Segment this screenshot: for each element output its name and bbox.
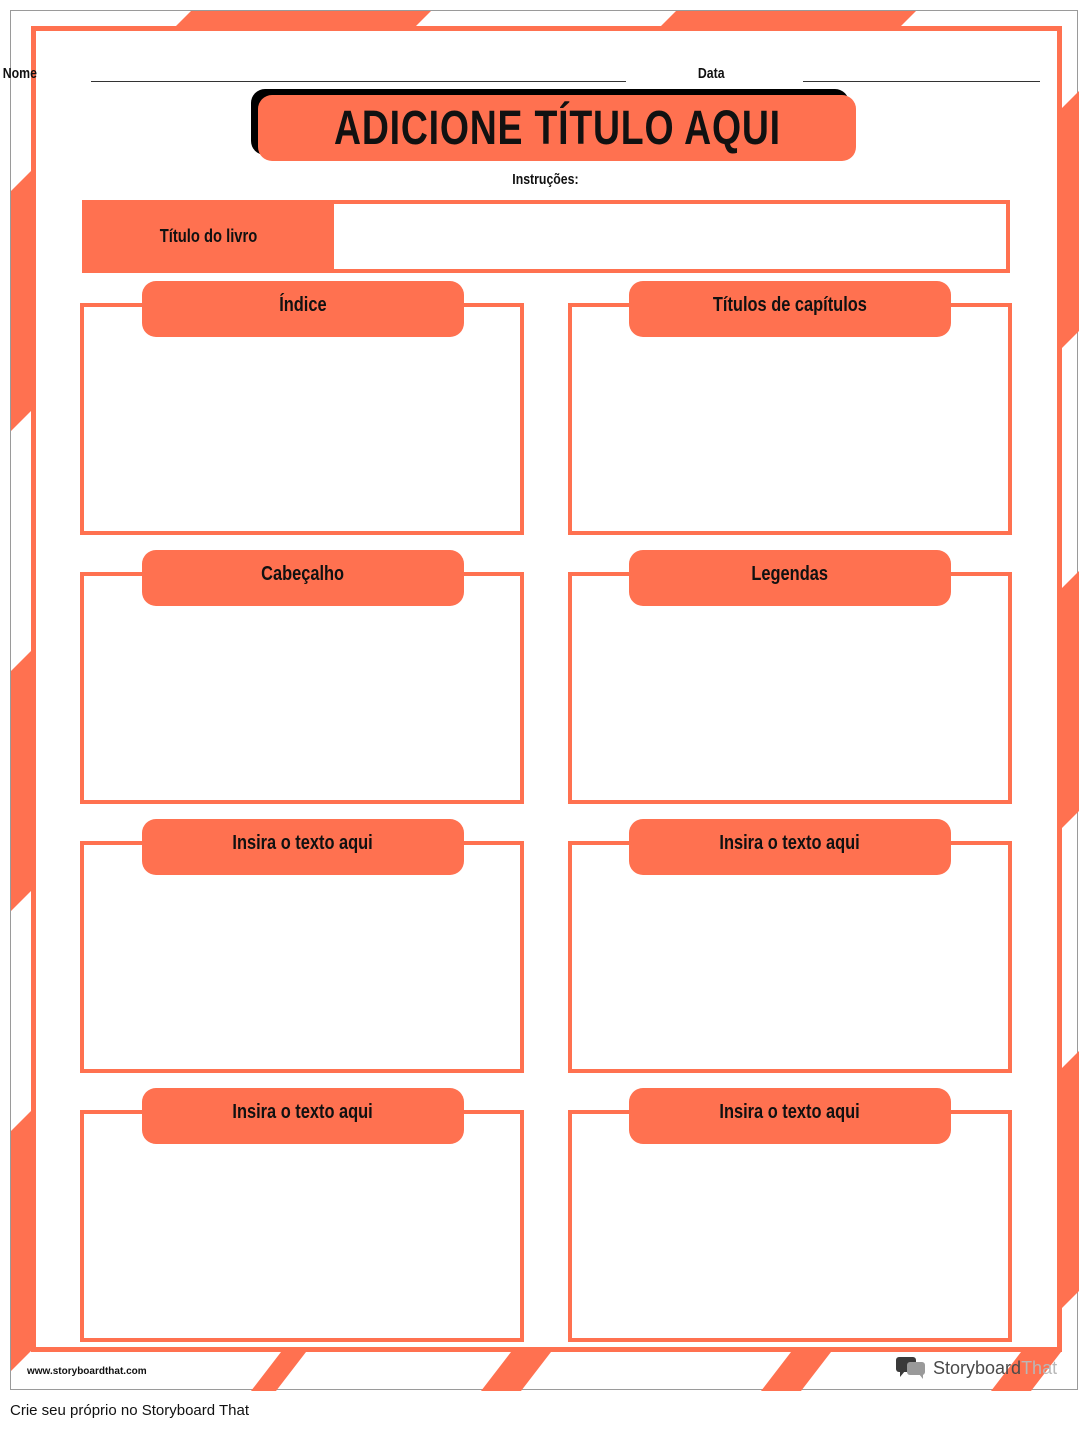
name-field-line[interactable] — [91, 81, 626, 82]
card-header-indice — [142, 281, 464, 337]
logo-main-text: Storyboard — [933, 1357, 1022, 1378]
title-banner[interactable] — [258, 95, 856, 161]
card-header-chapter-titles — [629, 281, 951, 337]
card-box-header[interactable] — [80, 572, 524, 804]
card-box-text-5[interactable] — [80, 841, 524, 1073]
card-box-text-8[interactable] — [568, 1110, 1012, 1342]
book-title-label-box — [82, 200, 334, 273]
card-header-header — [142, 550, 464, 606]
card-box-text-6[interactable] — [568, 841, 1012, 1073]
logo-text — [933, 1358, 1057, 1379]
card-header-text-8 — [629, 1088, 951, 1144]
card-box-captions[interactable] — [568, 572, 1012, 804]
storyboard-that-logo[interactable] — [895, 1355, 1065, 1381]
footer-url[interactable]: www.storyboardthat.com — [27, 1366, 147, 1377]
card-label: Insira o texto aqui — [232, 1101, 374, 1123]
card-label: Títulos de capítulos — [712, 294, 867, 316]
card-box-indice[interactable] — [80, 303, 524, 535]
card-label: Índice — [279, 294, 327, 316]
speech-bubbles-icon — [895, 1355, 927, 1381]
card-header-text-5 — [142, 819, 464, 875]
card-label: Insira o texto aqui — [232, 832, 374, 854]
date-label: Data — [697, 65, 725, 82]
card-box-chapter-titles[interactable] — [568, 303, 1012, 535]
date-field-line[interactable] — [803, 81, 1040, 82]
logo-accent-text: That — [1021, 1357, 1058, 1378]
worksheet-page — [2, 10, 1078, 1390]
card-header-captions — [629, 550, 951, 606]
book-title-label: Título do livro — [159, 226, 257, 246]
card-header-text-7 — [142, 1088, 464, 1144]
instructions-label: Instruções: — [511, 171, 579, 188]
instructions-row — [11, 171, 1079, 188]
card-label: Insira o texto aqui — [719, 832, 861, 854]
card-box-text-7[interactable] — [80, 1110, 524, 1342]
create-your-own-link[interactable]: Crie seu próprio no Storyboard That — [10, 1402, 250, 1419]
card-label: Legendas — [751, 563, 829, 585]
card-label: Cabeçalho — [261, 563, 345, 585]
book-title-row — [82, 200, 1010, 273]
card-header-text-6 — [629, 819, 951, 875]
page-title: ADICIONE TÍTULO AQUI — [333, 101, 781, 155]
book-title-input[interactable] — [338, 204, 1006, 269]
card-label: Insira o texto aqui — [719, 1101, 861, 1123]
name-label: Nome — [2, 65, 37, 82]
